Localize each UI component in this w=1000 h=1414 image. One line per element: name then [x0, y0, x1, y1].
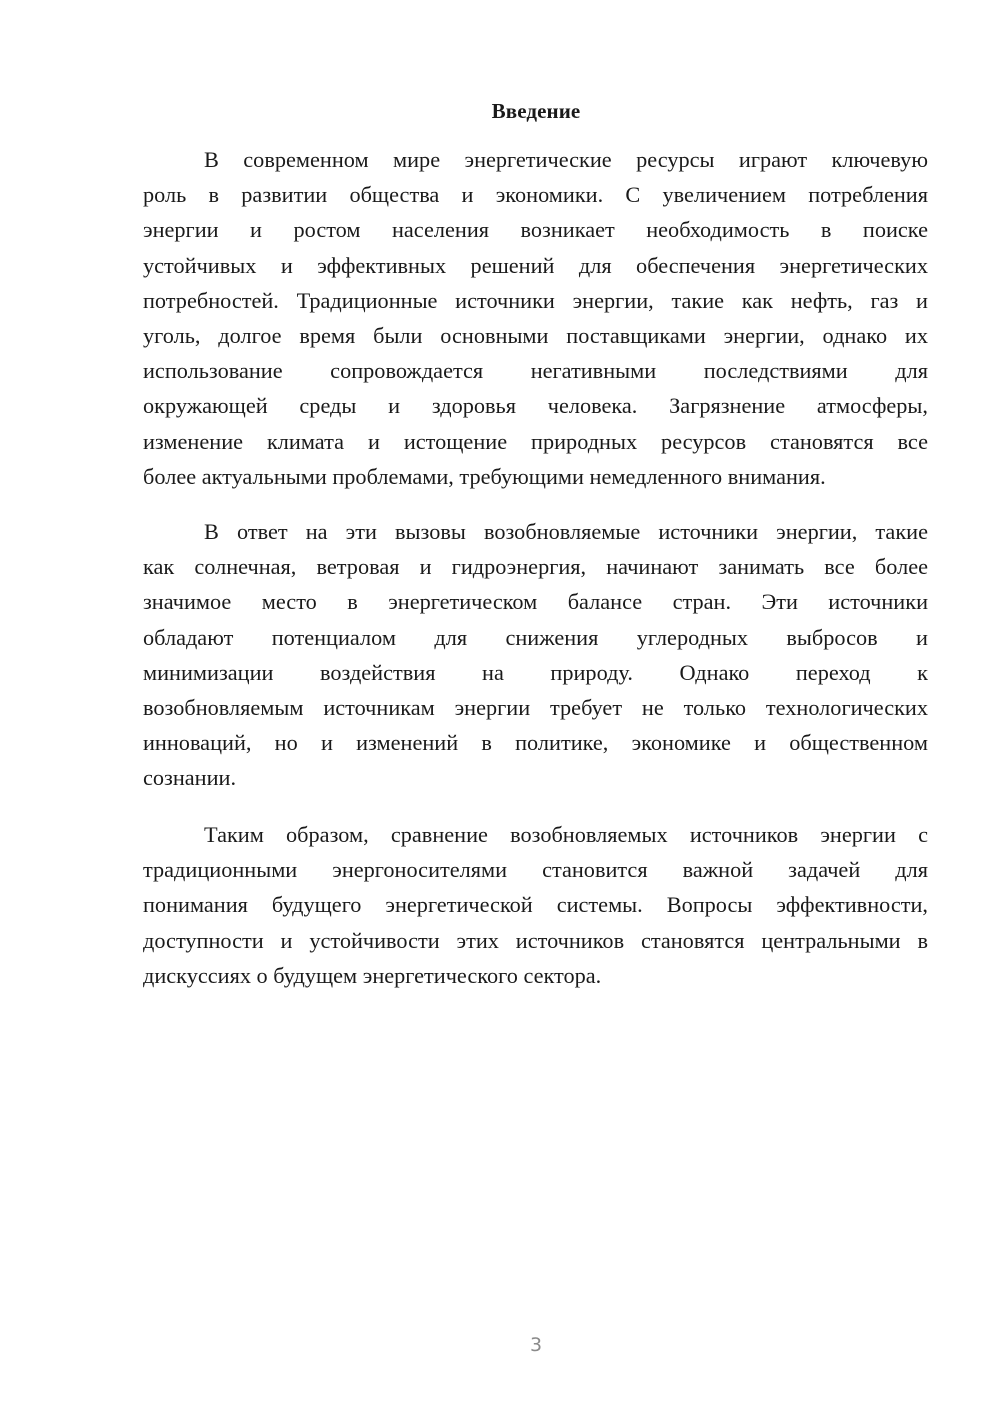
paragraph-line: использование сопровождается негативными последствиями для: [143, 358, 928, 384]
paragraph-line: Таким образом, сравнение возобновляемых источников энергии с: [204, 822, 928, 847]
paragraph-line: доступности и устойчивости этих источников становятся центральными в: [143, 927, 928, 953]
paragraph-line: устойчивых и эффективных решений для обеспечения энергетических: [143, 252, 928, 278]
paragraph-line: потребностей. Традиционные источники энергии, такие как нефть, газ и: [143, 287, 928, 313]
paragraph-line: дискуссиях о будущем энергетического сектора.: [143, 962, 602, 988]
paragraph-1: [143, 142, 928, 494]
paragraph-line: инноваций, но и изменений в политике, экономике и общественном: [143, 730, 928, 756]
paragraph-line: В ответ на эти вызовы возобновляемые источники энергии, такие: [204, 519, 928, 544]
paragraph-line: как солнечная, ветровая и гидроэнергия, начинают занимать все более: [143, 554, 928, 580]
paragraph-3: [143, 817, 928, 993]
paragraph-line: минимизации воздействия на природу. Однако переход к: [143, 659, 928, 685]
section-title: Введение: [491, 99, 581, 123]
paragraph-2: [143, 514, 928, 796]
paragraph-line: понимания будущего энергетической системы. Вопросы эффективности,: [143, 892, 928, 918]
paragraph-line: значимое место в энергетическом балансе стран. Эти источники: [143, 589, 928, 615]
paragraph-line: энергии и ростом населения возникает необходимость в поиске: [143, 217, 928, 243]
paragraph-line: В современном мире энергетические ресурсы играют ключевую: [204, 147, 928, 172]
paragraph-line: окружающей среды и здоровья человека. Загрязнение атмосферы,: [143, 393, 928, 419]
paragraph-line: сознании.: [143, 765, 237, 791]
paragraph-line: традиционными энергоносителями становится важной задачей для: [143, 857, 928, 883]
paragraph-line: роль в развитии общества и экономики. С увеличением потребления: [143, 182, 928, 208]
paragraph-line: обладают потенциалом для снижения углеродных выбросов и: [143, 624, 928, 650]
paragraph-line: более актуальными проблемами, требующими немедленного внимания.: [143, 463, 826, 489]
paragraph-line: изменение климата и истощение природных ресурсов становятся все: [143, 428, 928, 454]
page-number: 3: [529, 1334, 543, 1356]
paragraph-line: возобновляемым источникам энергии требует не только технологических: [143, 694, 928, 720]
paragraph-line: уголь, долгое время были основными поставщиками энергии, однако их: [143, 322, 928, 348]
